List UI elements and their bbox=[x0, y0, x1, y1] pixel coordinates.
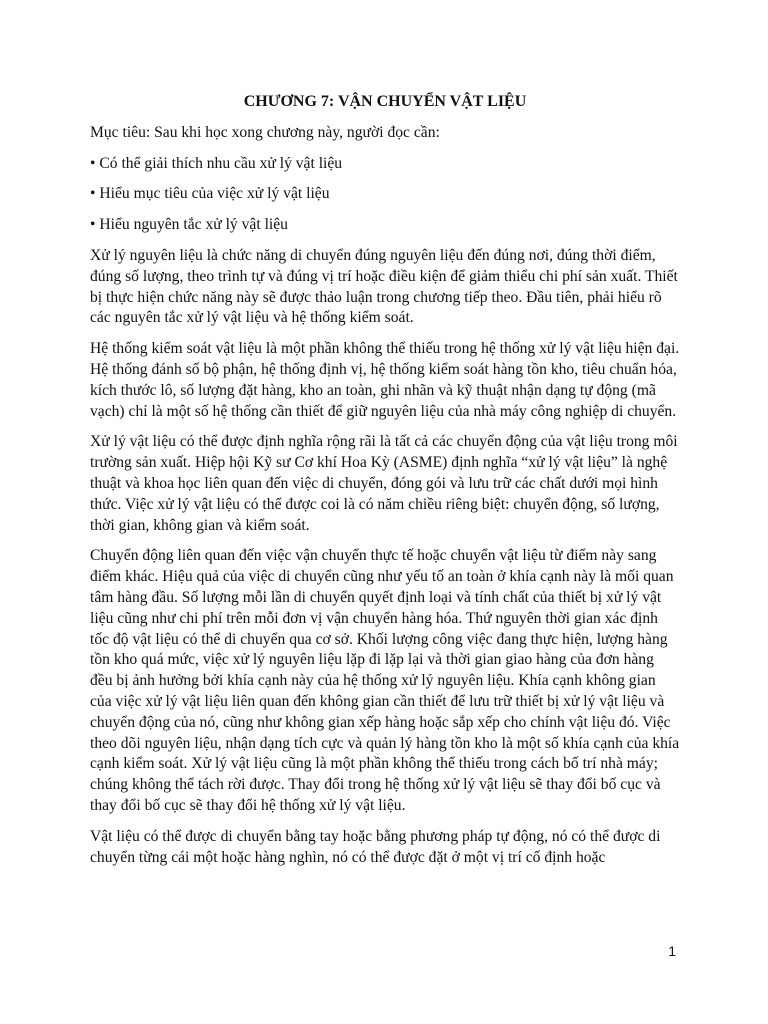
objective-intro: Mục tiêu: Sau khi học xong chương này, người đọc cần: bbox=[90, 123, 440, 141]
bullet-item: • Hiểu mục tiêu của việc xử lý vật liệu bbox=[90, 185, 330, 203]
bullet-item: • Hiểu nguyên tắc xử lý vật liệu bbox=[90, 216, 288, 234]
paragraph: Chuyển động liên quan đến việc vận chuyển thực tế hoặc chuyển vật liệu từ điểm này sang điểm khác. Hiệu quả của việc di chuyển cũng như yếu tố an toàn ở khía cạnh này là mối quan tâm hàng đầu. Số lượng mỗi lần di chuyển quyết định loại và tính chất của thiết bị xử lý vật liệu cũng như chi phí trên mỗi đơn vị vận chuyển hàng hóa. Thứ nguyên thời gian xác định tốc độ vật liệu có thể di chuyển qua cơ sở. Khối lượng công việc đang thực hiện, lượng hàng tồn kho quá mức, việc xử lý nguyên liệu lặp đi lặp lại và thời gian giao hàng của đơn hàng đều bị ảnh hưởng bởi khía cạnh này của hệ thống xử lý nguyên liệu. Khía cạnh không gian của việc xử lý vật liệu liên quan đến không gian cần thiết để lưu trữ thiết bị xử lý vật liệu và chuyển động của nó, cũng như không gian xếp hàng hoặc sắp xếp cho chính vật liệu đó. Việc theo dõi nguyên liệu, nhận dạng tích cực và quản lý hàng tồn kho là một số khía cạnh của khía cạnh kiểm soát. Xử lý vật liệu cũng là một phần không thể thiếu trong cách bố trí nhà máy; chúng không thể tách rời được. Thay đổi trong hệ thống xử lý vật liệu sẽ thay đổi bố cục và thay đổi bố cục sẽ thay đổi hệ thống xử lý vật liệu. bbox=[90, 547, 680, 814]
paragraph: Hệ thống kiểm soát vật liệu là một phần không thể thiếu trong hệ thống xử lý vật liệu hiện đại. Hệ thống đánh số bộ phận, hệ thống định vị, hệ thống kiểm soát hàng tồn kho, tiêu chuẩn hóa, kích thước lô, số lượng đặt hàng, kho an toàn, ghi nhãn và kỹ thuật nhận dạng tự động (mã vạch) chỉ là một số hệ thống cần thiết để giữ nguyên liệu của nhà máy công nghiệp di chuyển. bbox=[90, 340, 680, 420]
page-number: 1 bbox=[668, 943, 676, 959]
paragraph: Xử lý vật liệu có thể được định nghĩa rộng rãi là tất cả các chuyển động của vật liệu trong môi trường sản xuất. Hiệp hội Kỹ sư Cơ khí Hoa Kỳ (ASME) định nghĩa “xử lý vật liệu” là nghệ thuật và khoa học liên quan đến việc di chuyển, đóng gói và lưu trữ các chất dưới mọi hình thức. Việc xử lý vật liệu có thể được coi là có năm chiều riêng biệt: chuyển động, số lượng, thời gian, không gian và kiểm soát. bbox=[90, 433, 678, 534]
bullet-item: • Có thể giải thích nhu cầu xử lý vật liệu bbox=[90, 154, 343, 172]
page-content bbox=[90, 92, 680, 878]
paragraph: Xử lý nguyên liệu là chức năng di chuyển đúng nguyên liệu đến đúng nơi, đúng thời điểm, đúng số lượng, theo trình tự và đúng vị trí hoặc điều kiện để giảm thiểu chi phí sản xuất. Thiết bị thực hiện chức năng này sẽ được thảo luận trong chương tiếp theo. Đầu tiên, phải hiểu rõ các nguyên tắc xử lý vật liệu và hệ thống kiểm soát. bbox=[90, 246, 678, 327]
paragraph: Vật liệu có thể được di chuyển bằng tay hoặc bằng phương pháp tự động, nó có thể được di chuyển từng cái một hoặc hàng nghìn, nó có thể được đặt ở một vị trí cố định hoặc bbox=[90, 827, 661, 866]
chapter-title: CHƯƠNG 7: VẬN CHUYỂN VẬT LIỆU bbox=[243, 93, 527, 110]
